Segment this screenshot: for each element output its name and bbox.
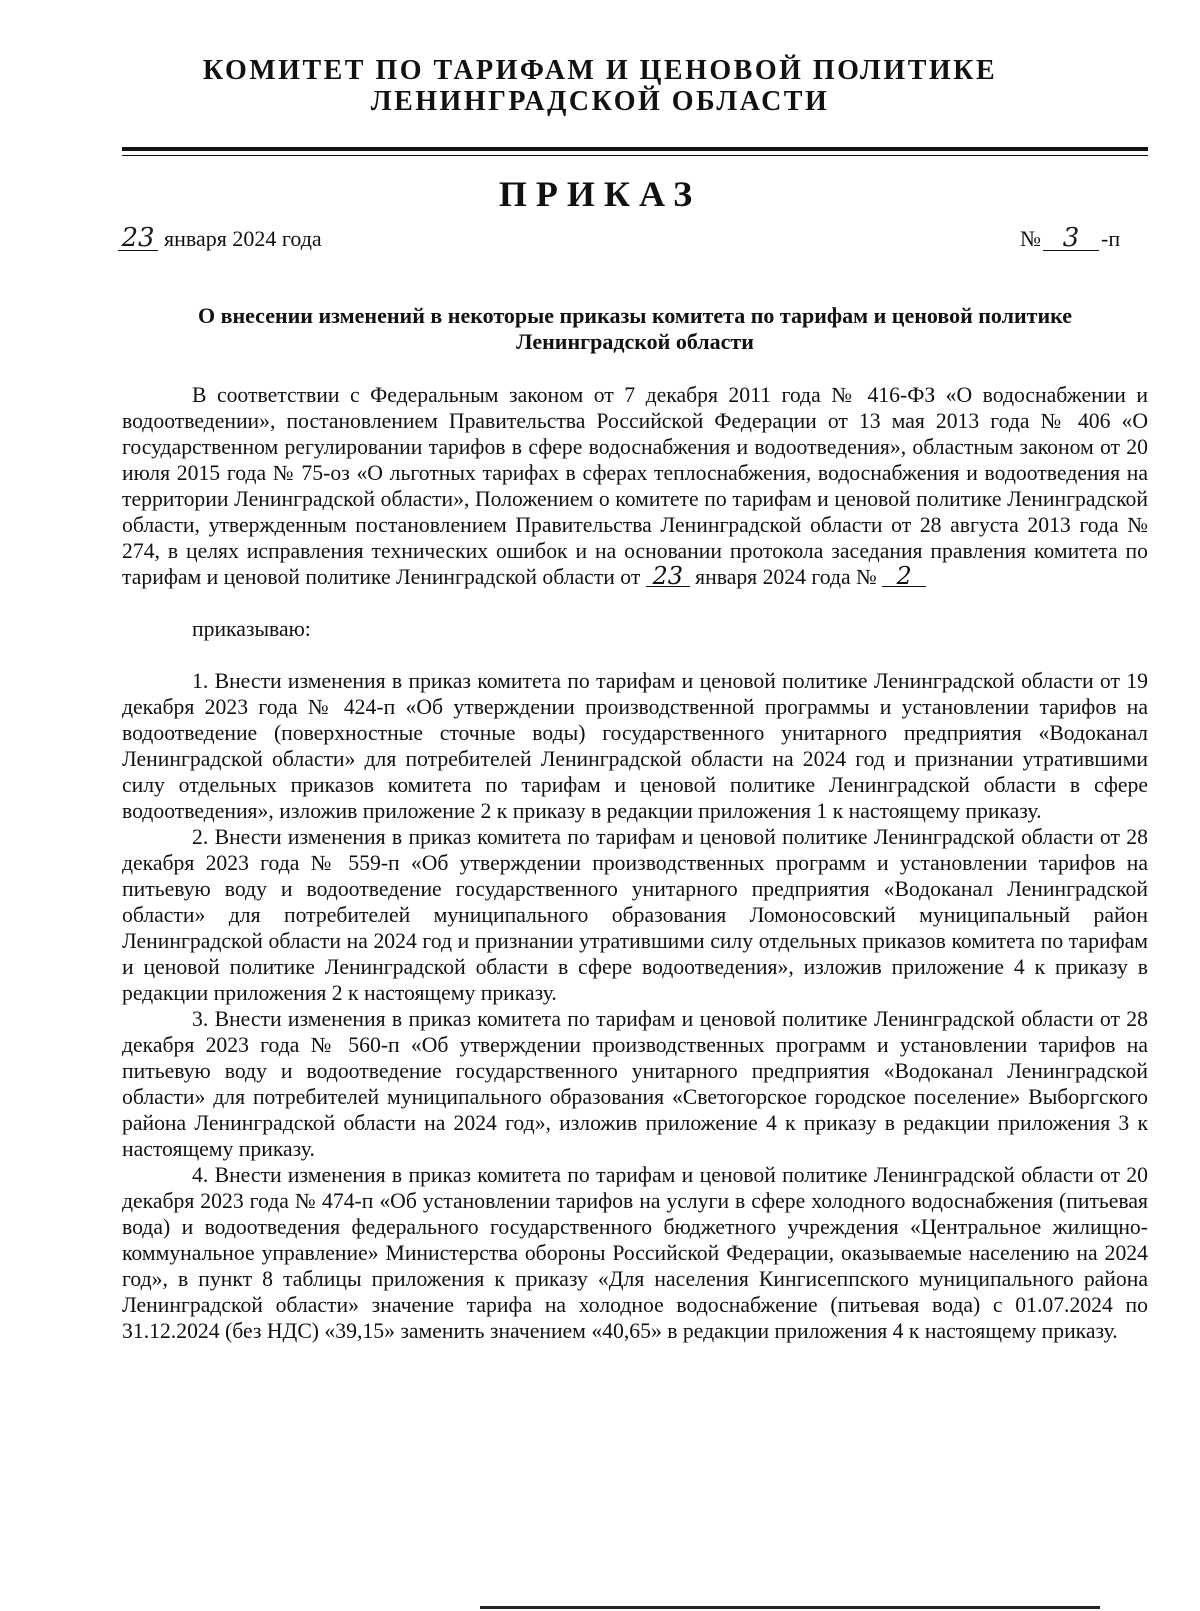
handwritten-protocol-number: 2 (882, 566, 926, 587)
handwritten-number: 3 (1043, 226, 1099, 251)
protocol-date-text: января 2024 года № (695, 565, 877, 589)
number-prefix: № (1020, 226, 1041, 251)
handwritten-protocol-day: 23 (646, 566, 690, 587)
preamble-paragraph (122, 382, 1148, 590)
organization-line-1: КОМИТЕТ ПО ТАРИФАМ И ЦЕНОВОЙ ПОЛИТИКЕ (202, 55, 998, 86)
order-word: приказываю: (192, 617, 311, 641)
date-text: января 2024 года (164, 226, 322, 251)
subject-line-1: О внесении изменений в некоторые приказы комитета по тарифам и ценовой политике (197, 303, 1073, 328)
document-date (118, 223, 322, 253)
document-type-title: ПРИКАЗ (498, 174, 702, 214)
handwritten-date-day: 23 (118, 226, 158, 251)
order-item-3: 3. Внести изменения в приказ комитета по тарифам и ценовой политике Ленинградской области от 28 декабря 2023 года № 560-п «Об утверждении производственных программ и установлении тарифов на питьевую воду и водоотведение государственного унитарного предприятия «Водоканал Ленинградской области» для потребителей муниципального образования «Светогорское городское поселение» Выборгского района Ленинградской области на 2024 год», изложив приложение 4 к приказу в редакции приложения 3 к настоящему приказу. (122, 1007, 1148, 1161)
subject-line-2: Ленинградской области (516, 329, 754, 354)
order-item-1: 1. Внести изменения в приказ комитета по тарифам и ценовой политике Ленинградской области от 19 декабря 2023 года № 424-п «Об утверждении производственной программы и установлении тарифов на водоотведение (поверхностные сточные воды) государственного унитарного предприятия «Водоканал Ленинградской области» для потребителей Ленинградской области на 2024 год и признании утратившими силу отдельных приказов комитета по тарифам и ценовой политике Ленинградской области в сфере водоотведения», изложив приложение 2 к приказу в редакции приложения 1 к настоящему приказу. (122, 669, 1148, 823)
preamble-text: В соответствии с Федеральным законом от 7 декабря 2011 года № 416-ФЗ «О водоснабжении и водоотведении», постановлением Правительства Российской Федерации от 13 мая 2013 года № 406 «О государственном регулировании тарифов в сфере водоснабжения и водоотведения», областным законом от 20 июля 2015 года № 75-оз «О льготных тарифах в сферах теплоснабжения, водоснабжения и водоотведения на территории Ленинградской области», Положением о комитете по тарифам и ценовой политике Ленинградской области, утвержденным постановлением Правительства Ленинградской области от 28 августа 2013 года № 274, в целях исправления технических ошибок и на основании протокола заседания правления комитета по тарифам и ценовой политике Ленинградской области от (122, 383, 1148, 589)
order-item-2: 2. Внести изменения в приказ комитета по тарифам и ценовой политике Ленинградской области от 28 декабря 2023 года № 559-п «Об утверждении производственных программ и установлении тарифов на питьевую воду и водоотведение государственного унитарного предприятия «Водоканал Ленинградской области» для потребителей муниципального образования Ломоносовский муниципальный район Ленинградской области на 2024 год и признании утратившими силу отдельных приказов комитета по тарифам и ценовой политике Ленинградской области в сфере водоотведения», изложив приложение 4 к приказу в редакции приложения 2 к настоящему приказу. (122, 825, 1148, 1005)
organization-header (0, 55, 1200, 117)
number-suffix: -п (1101, 226, 1121, 251)
organization-line-2: ЛЕНИНГРАДСКОЙ ОБЛАСТИ (370, 86, 830, 117)
document-number (1020, 223, 1121, 253)
document-subject (122, 303, 1148, 355)
order-item-4: 4. Внести изменения в приказ комитета по тарифам и ценовой политике Ленинградской области от 20 декабря 2023 года № 474-п «Об установлении тарифов на услуги в сфере холодного водоснабжения (питьевая вода) и водоотведения федерального государственного бюджетного учреждения «Центральное жилищно-коммунальное управление» Министерства обороны Российской Федерации, оказываемые населению на 2024 год», в пункт 8 таблицы приложения к приказу «Для населения Кингисеппского муниципального района Ленинградской области» значение тарифа на холодное водоснабжение (питьевая вода) с 01.07.2024 по 31.12.2024 (без НДС) «39,15» заменить значением «40,65» в редакции приложения 4 к настоящему приказу. (122, 1163, 1148, 1343)
document-body (122, 382, 1148, 1344)
scan-edge-line (480, 1606, 1100, 1609)
header-rule-thick (122, 147, 1148, 151)
header-rule-thin (122, 155, 1148, 156)
